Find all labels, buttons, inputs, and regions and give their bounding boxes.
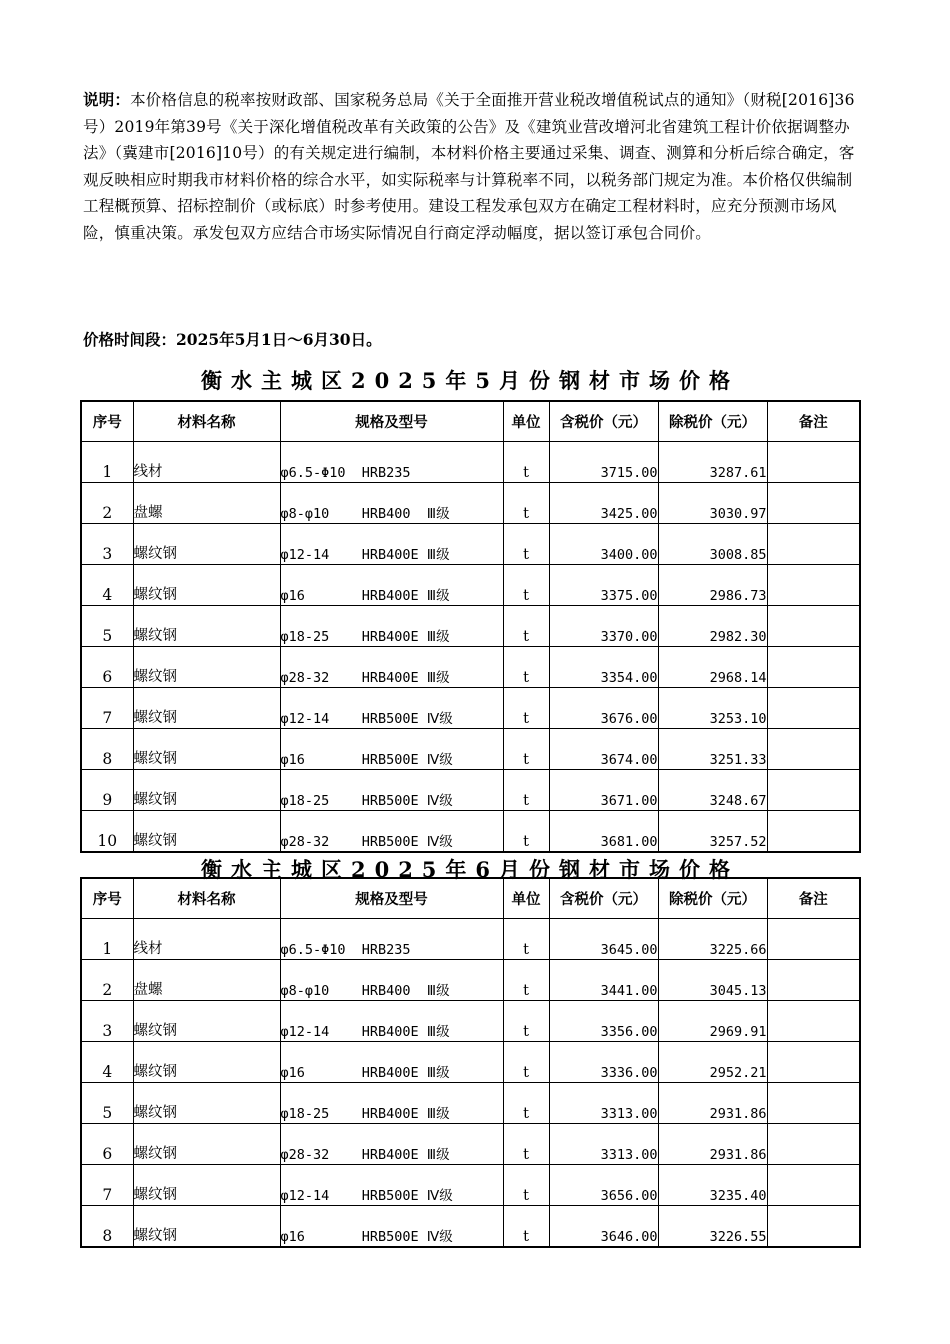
- row-no: 3: [81, 524, 133, 565]
- row-price-tax-incl: 3645.00: [549, 919, 658, 960]
- row-price-tax-incl: 3425.00: [549, 483, 658, 524]
- row-no: 1: [81, 442, 133, 483]
- row-unit: t: [503, 1165, 549, 1206]
- row-unit: t: [503, 729, 549, 770]
- row-no: 2: [81, 960, 133, 1001]
- row-remark: [767, 770, 860, 811]
- row-remark: [767, 919, 860, 960]
- row-price-tax-excl: 2982.30: [658, 606, 767, 647]
- row-unit: t: [503, 524, 549, 565]
- may-table-title: 衡水主城区2025年5月份钢材市场价格: [200, 368, 740, 393]
- table-row: [81, 1001, 860, 1042]
- table-row: [81, 688, 860, 729]
- row-price-tax-incl: 3370.00: [549, 606, 658, 647]
- row-price-tax-excl: 3008.85: [658, 524, 767, 565]
- table-row: [81, 483, 860, 524]
- table-row: [81, 442, 860, 483]
- row-spec: φ18-25 HRB500E Ⅳ级: [280, 770, 503, 811]
- row-spec: φ8-φ10 HRB400 Ⅲ级: [280, 483, 503, 524]
- row-material-name: 线材: [133, 919, 280, 960]
- row-remark: [767, 1206, 860, 1248]
- table-row: [81, 606, 860, 647]
- header-unit: 单位: [503, 401, 549, 442]
- row-remark: [767, 811, 860, 853]
- row-price-tax-excl: 2986.73: [658, 565, 767, 606]
- row-material-name: 螺纹钢: [133, 770, 280, 811]
- row-remark: [767, 442, 860, 483]
- table-row: [81, 770, 860, 811]
- table-row: [81, 524, 860, 565]
- row-price-tax-excl: 2931.86: [658, 1124, 767, 1165]
- header-name: 材料名称: [133, 878, 280, 919]
- note-text: 本价格信息的税率按财政部、国家税务总局《关于全面推开营业税改增值税试点的通知》（财税[2016]36号）2019年第39号《关于深化增值税改革有关政策的公告》及《建筑业营改增河北省建筑工程计价依据调整办法》（冀建市[2016]10号）的有关规定进行编制，本材料价格主要通过采集、调查、测算和分析后综合确定，客观反映相应时期我市材料价格的综合水平，如实际税率与计算税率不同，以税务部门规定为准。本价格仅供编制工程概预算、招标控制价（或标底）时参考使用。建设工程发承包双方在确定工程材料时，应充分预测市场风险，慎重决策。承发包双方应结合市场实际情况自行商定浮动幅度，据以签订承包合同价。: [83, 91, 855, 242]
- header-spec: 规格及型号: [280, 878, 503, 919]
- table-header-row: [81, 401, 860, 442]
- row-price-tax-incl: 3313.00: [549, 1124, 658, 1165]
- row-price-tax-excl: 3226.55: [658, 1206, 767, 1248]
- row-price-tax-incl: 3375.00: [549, 565, 658, 606]
- row-no: 8: [81, 1206, 133, 1248]
- row-spec: φ12-14 HRB400E Ⅲ级: [280, 524, 503, 565]
- row-unit: t: [503, 606, 549, 647]
- header-remark: 备注: [767, 878, 860, 919]
- row-no: 5: [81, 1083, 133, 1124]
- table-row: [81, 919, 860, 960]
- row-remark: [767, 688, 860, 729]
- june-price-table: [80, 877, 861, 1248]
- row-price-tax-excl: 2931.86: [658, 1083, 767, 1124]
- header-unit: 单位: [503, 878, 549, 919]
- row-price-tax-incl: 3676.00: [549, 688, 658, 729]
- row-price-tax-incl: 3400.00: [549, 524, 658, 565]
- header-name: 材料名称: [133, 401, 280, 442]
- row-price-tax-excl: 3030.97: [658, 483, 767, 524]
- row-spec: φ12-14 HRB500E Ⅳ级: [280, 1165, 503, 1206]
- row-no: 4: [81, 565, 133, 606]
- row-remark: [767, 606, 860, 647]
- table-row: [81, 1206, 860, 1248]
- row-spec: φ18-25 HRB400E Ⅲ级: [280, 606, 503, 647]
- row-remark: [767, 1042, 860, 1083]
- header-no: 序号: [81, 878, 133, 919]
- row-material-name: 螺纹钢: [133, 729, 280, 770]
- row-no: 3: [81, 1001, 133, 1042]
- row-remark: [767, 565, 860, 606]
- row-price-tax-excl: 3225.66: [658, 919, 767, 960]
- row-price-tax-incl: 3646.00: [549, 1206, 658, 1248]
- row-remark: [767, 524, 860, 565]
- row-spec: φ12-14 HRB400E Ⅲ级: [280, 1001, 503, 1042]
- row-material-name: 螺纹钢: [133, 1001, 280, 1042]
- row-remark: [767, 1001, 860, 1042]
- price-period: 价格时间段：2025年5月1日～6月30日。: [83, 330, 382, 349]
- row-remark: [767, 1083, 860, 1124]
- row-price-tax-incl: 3336.00: [549, 1042, 658, 1083]
- row-material-name: 螺纹钢: [133, 1165, 280, 1206]
- row-no: 2: [81, 483, 133, 524]
- header-tax-incl: 含税价（元）: [549, 878, 658, 919]
- row-unit: t: [503, 442, 549, 483]
- row-price-tax-excl: 3257.52: [658, 811, 767, 853]
- table-row: [81, 1042, 860, 1083]
- row-material-name: 盘螺: [133, 483, 280, 524]
- table-header-row: [81, 878, 860, 919]
- row-material-name: 螺纹钢: [133, 1042, 280, 1083]
- row-unit: t: [503, 1042, 549, 1083]
- table-row: [81, 811, 860, 853]
- row-spec: φ6.5-Φ10 HRB235: [280, 919, 503, 960]
- row-no: 5: [81, 606, 133, 647]
- table-row: [81, 960, 860, 1001]
- table-row: [81, 565, 860, 606]
- june-table-title: 衡水主城区2025年6月份钢材市场价格: [200, 857, 740, 882]
- row-spec: φ12-14 HRB500E Ⅳ级: [280, 688, 503, 729]
- row-spec: φ28-32 HRB500E Ⅳ级: [280, 811, 503, 853]
- table-row: [81, 1124, 860, 1165]
- header-spec: 规格及型号: [280, 401, 503, 442]
- row-no: 7: [81, 688, 133, 729]
- row-price-tax-excl: 3253.10: [658, 688, 767, 729]
- row-material-name: 螺纹钢: [133, 524, 280, 565]
- row-spec: φ28-32 HRB400E Ⅲ级: [280, 647, 503, 688]
- row-price-tax-incl: 3441.00: [549, 960, 658, 1001]
- row-price-tax-excl: 2952.21: [658, 1042, 767, 1083]
- row-price-tax-excl: 3248.67: [658, 770, 767, 811]
- row-price-tax-incl: 3356.00: [549, 1001, 658, 1042]
- row-price-tax-incl: 3313.00: [549, 1083, 658, 1124]
- row-price-tax-incl: 3656.00: [549, 1165, 658, 1206]
- row-no: 8: [81, 729, 133, 770]
- row-spec: φ8-φ10 HRB400 Ⅲ级: [280, 960, 503, 1001]
- row-remark: [767, 960, 860, 1001]
- row-price-tax-incl: 3674.00: [549, 729, 658, 770]
- row-remark: [767, 483, 860, 524]
- row-material-name: 螺纹钢: [133, 1124, 280, 1165]
- row-remark: [767, 729, 860, 770]
- table-row: [81, 729, 860, 770]
- row-material-name: 螺纹钢: [133, 565, 280, 606]
- row-price-tax-incl: 3715.00: [549, 442, 658, 483]
- may-price-table: [80, 400, 861, 853]
- row-spec: φ16 HRB500E Ⅳ级: [280, 1206, 503, 1248]
- row-unit: t: [503, 688, 549, 729]
- row-unit: t: [503, 483, 549, 524]
- row-no: 6: [81, 647, 133, 688]
- header-tax-incl: 含税价（元）: [549, 401, 658, 442]
- row-unit: t: [503, 1001, 549, 1042]
- explanation-note: [83, 87, 858, 246]
- table-row: [81, 647, 860, 688]
- row-no: 1: [81, 919, 133, 960]
- header-tax-excl: 除税价（元）: [658, 878, 767, 919]
- row-unit: t: [503, 811, 549, 853]
- row-no: 7: [81, 1165, 133, 1206]
- row-material-name: 螺纹钢: [133, 811, 280, 853]
- row-remark: [767, 1165, 860, 1206]
- row-remark: [767, 647, 860, 688]
- row-no: 10: [81, 811, 133, 853]
- row-unit: t: [503, 1206, 549, 1248]
- header-remark: 备注: [767, 401, 860, 442]
- row-no: 6: [81, 1124, 133, 1165]
- row-material-name: 螺纹钢: [133, 688, 280, 729]
- row-unit: t: [503, 647, 549, 688]
- row-spec: φ16 HRB500E Ⅳ级: [280, 729, 503, 770]
- row-price-tax-excl: 3287.61: [658, 442, 767, 483]
- table-row: [81, 1083, 860, 1124]
- row-material-name: 线材: [133, 442, 280, 483]
- header-tax-excl: 除税价（元）: [658, 401, 767, 442]
- header-no: 序号: [81, 401, 133, 442]
- row-unit: t: [503, 919, 549, 960]
- row-spec: φ6.5-Φ10 HRB235: [280, 442, 503, 483]
- row-unit: t: [503, 770, 549, 811]
- row-no: 9: [81, 770, 133, 811]
- row-unit: t: [503, 1124, 549, 1165]
- row-spec: φ18-25 HRB400E Ⅲ级: [280, 1083, 503, 1124]
- row-price-tax-incl: 3354.00: [549, 647, 658, 688]
- row-material-name: 螺纹钢: [133, 1206, 280, 1248]
- row-unit: t: [503, 1083, 549, 1124]
- row-no: 4: [81, 1042, 133, 1083]
- row-material-name: 螺纹钢: [133, 606, 280, 647]
- row-unit: t: [503, 960, 549, 1001]
- row-material-name: 盘螺: [133, 960, 280, 1001]
- row-price-tax-excl: 2968.14: [658, 647, 767, 688]
- row-remark: [767, 1124, 860, 1165]
- row-spec: φ28-32 HRB400E Ⅲ级: [280, 1124, 503, 1165]
- row-material-name: 螺纹钢: [133, 1083, 280, 1124]
- row-unit: t: [503, 565, 549, 606]
- table-row: [81, 1165, 860, 1206]
- row-price-tax-excl: 3235.40: [658, 1165, 767, 1206]
- row-price-tax-excl: 2969.91: [658, 1001, 767, 1042]
- row-price-tax-excl: 3045.13: [658, 960, 767, 1001]
- row-price-tax-excl: 3251.33: [658, 729, 767, 770]
- row-price-tax-incl: 3681.00: [549, 811, 658, 853]
- row-spec: φ16 HRB400E Ⅲ级: [280, 1042, 503, 1083]
- row-material-name: 螺纹钢: [133, 647, 280, 688]
- row-spec: φ16 HRB400E Ⅲ级: [280, 565, 503, 606]
- note-label: 说明：: [83, 90, 131, 109]
- row-price-tax-incl: 3671.00: [549, 770, 658, 811]
